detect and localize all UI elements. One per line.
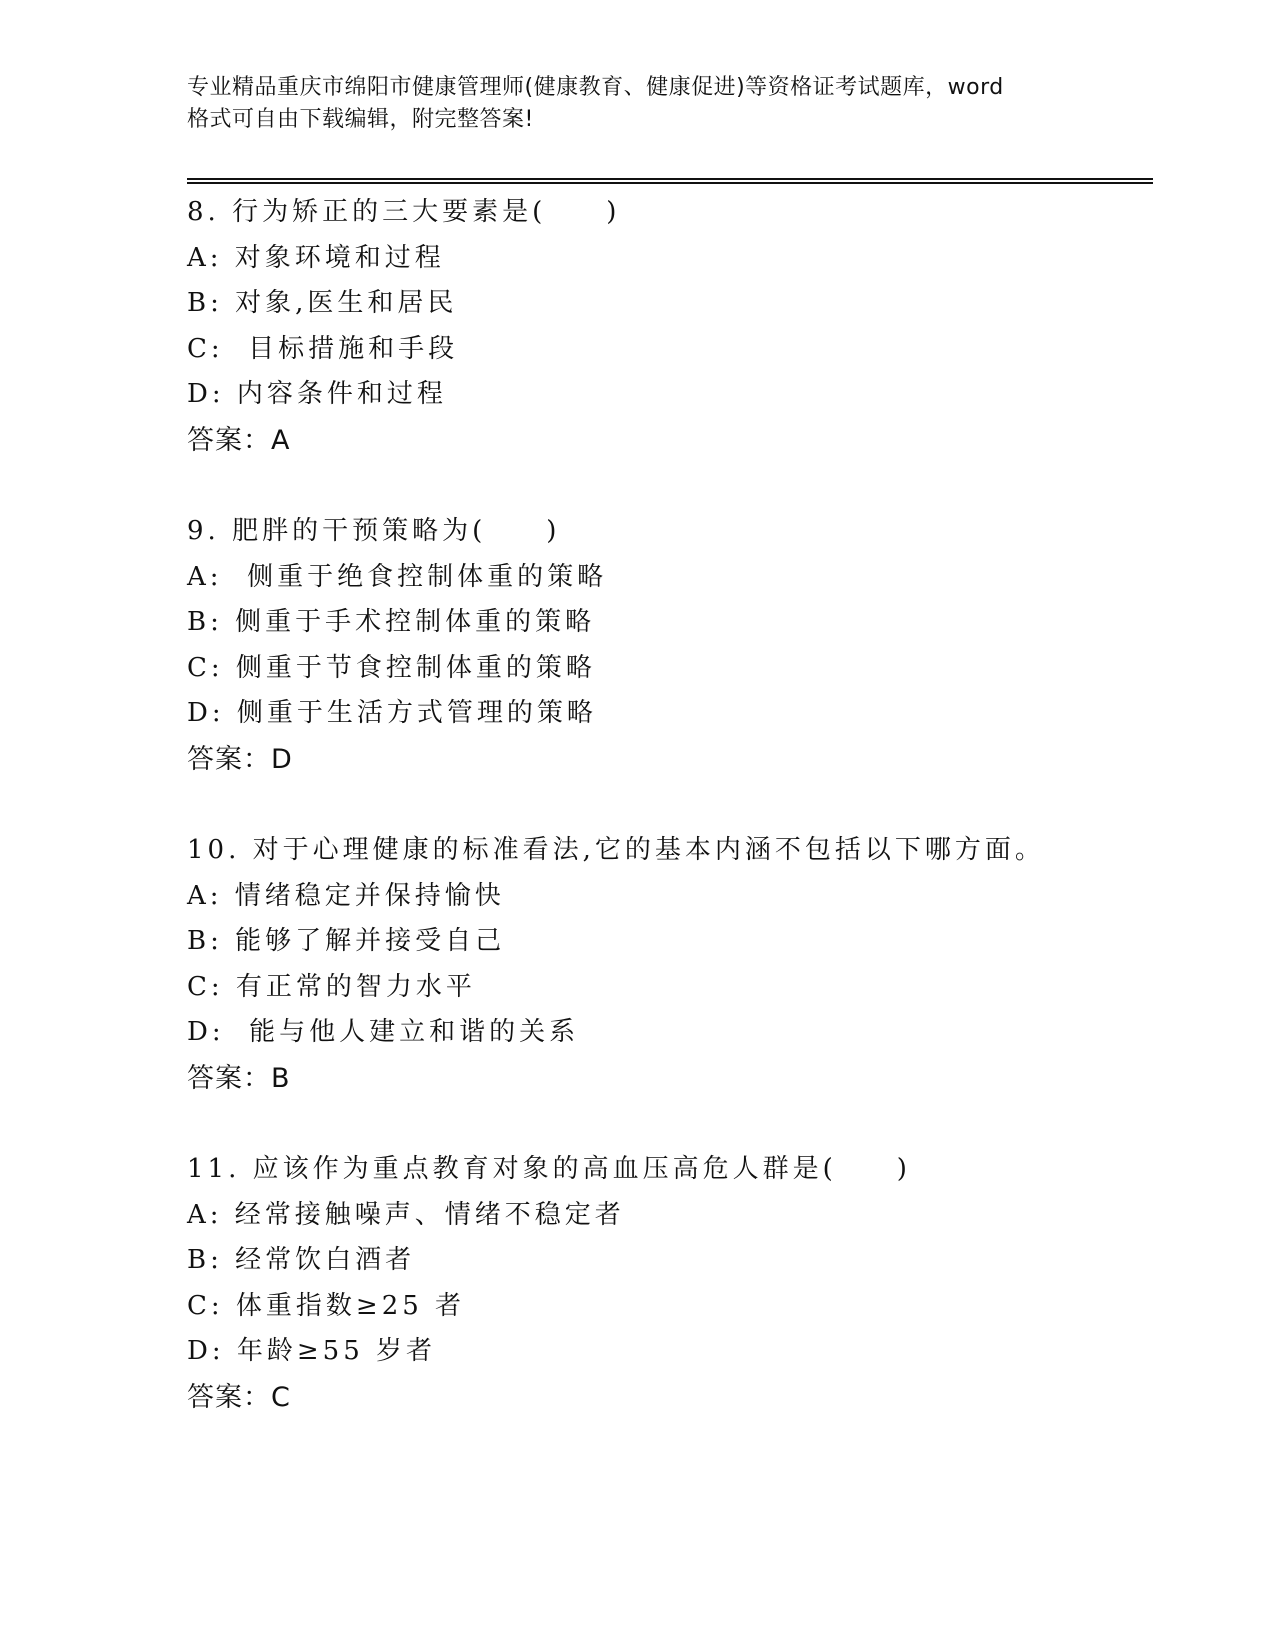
option-a: A: 对象环境和过程 <box>187 242 445 273</box>
question-stem: 9. 肥胖的干预策略为( ) <box>187 516 561 546</box>
header-line-1: 专业精品重庆市绵阳市健康管理师(健康教育、健康促进)等资格证考试题库，word <box>187 75 1004 100</box>
question-stem: 8. 行为矫正的三大要素是( ) <box>187 197 621 227</box>
option-b: B: 经常饮白酒者 <box>187 1245 416 1275</box>
header-divider-bottom <box>187 182 1153 184</box>
option-a: A: 经常接触噪声、情绪不稳定者 <box>187 1199 625 1230</box>
question-10 <box>187 828 1153 1101</box>
answer-line: 答案：A <box>187 424 291 456</box>
question-9 <box>187 509 1153 782</box>
answer-line: 答案：B <box>187 1062 291 1094</box>
answer-line: 答案：D <box>187 743 293 775</box>
header-line-2: 格式可自由下载编辑，附完整答案! <box>187 107 534 132</box>
option-b: B: 能够了解并接受自己 <box>187 926 506 956</box>
option-d: D: 内容条件和过程 <box>187 379 447 409</box>
answer-line: 答案：C <box>187 1381 291 1413</box>
question-stem: 10. 对于心理健康的标准看法,它的基本内涵不包括以下哪方面。 <box>187 835 1045 865</box>
option-b: B: 对象,医生和居民 <box>187 288 458 318</box>
option-d: D: 能与他人建立和谐的关系 <box>187 1017 580 1047</box>
option-c: C: 侧重于节食控制体重的策略 <box>187 652 596 683</box>
document-header <box>187 72 1087 136</box>
option-c: C: 体重指数≥25 者 <box>187 1290 466 1321</box>
header-divider-top <box>187 178 1153 180</box>
option-c: C: 目标措施和手段 <box>187 333 459 364</box>
option-a: A: 情绪稳定并保持愉快 <box>187 880 505 911</box>
option-b: B: 侧重于手术控制体重的策略 <box>187 607 596 637</box>
option-d: D: 侧重于生活方式管理的策略 <box>187 698 597 728</box>
option-d: D: 年龄≥55 岁者 <box>187 1336 437 1366</box>
option-c: C: 有正常的智力水平 <box>187 971 476 1002</box>
question-11 <box>187 1147 1153 1420</box>
option-a: A: 侧重于绝食控制体重的策略 <box>187 561 608 592</box>
question-8 <box>187 190 1153 463</box>
question-stem: 11. 应该作为重点教育对象的高血压高危人群是( ) <box>187 1154 911 1184</box>
